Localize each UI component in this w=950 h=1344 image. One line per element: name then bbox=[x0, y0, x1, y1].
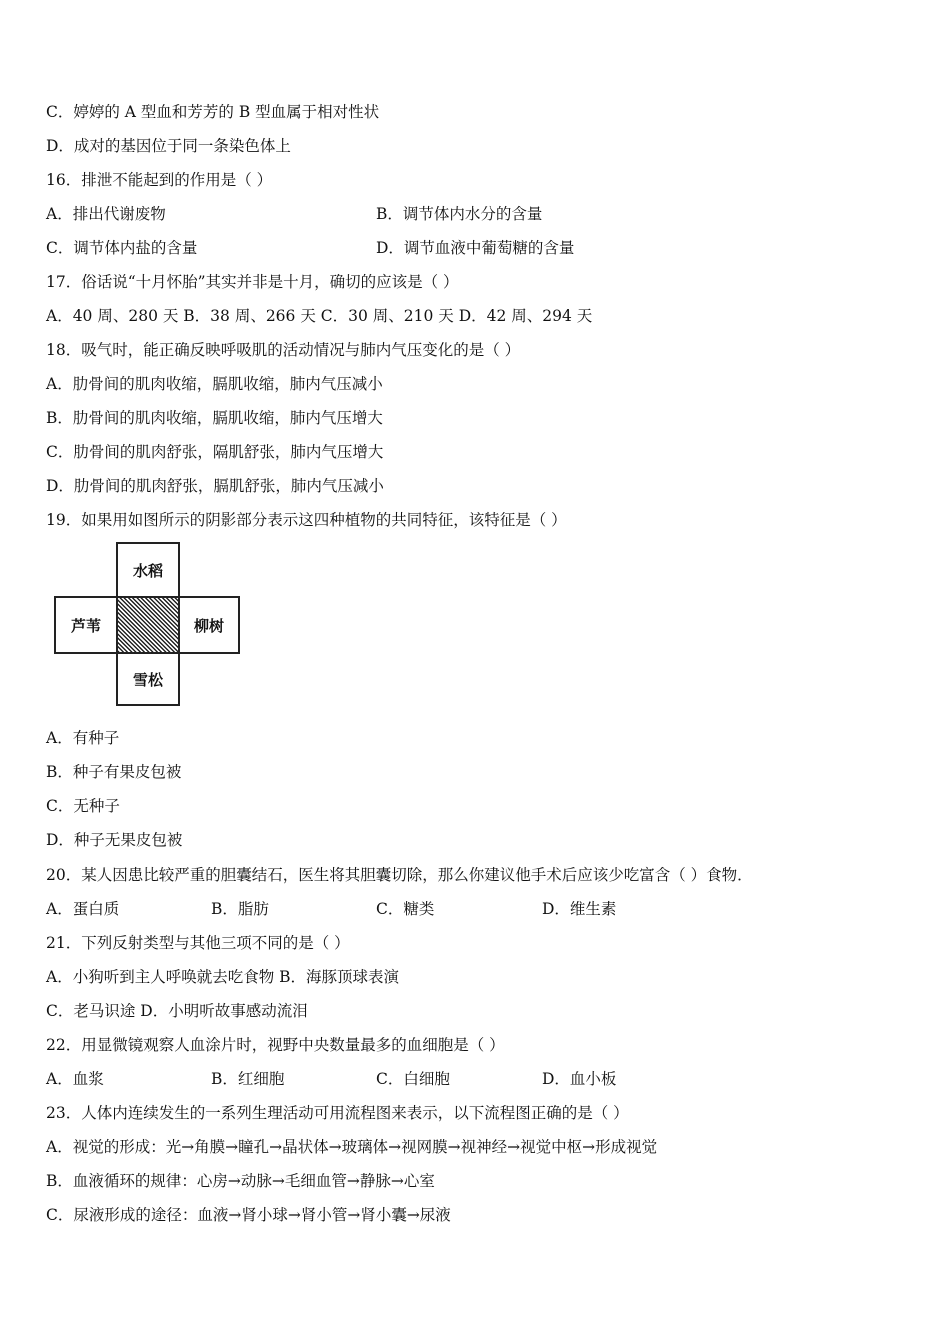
option-a: A．血浆 bbox=[46, 1070, 104, 1088]
option-c: C．无种子 bbox=[46, 797, 120, 815]
option-c: C．糖类 bbox=[376, 900, 435, 918]
option-c: C．尿液形成的途径：血液→肾小球→肾小管→肾小囊→尿液 bbox=[46, 1206, 451, 1224]
option-d: D．肋骨间的肌肉舒张，膈肌舒张，肺内气压减小 bbox=[46, 477, 384, 495]
option-row: A．40 周、280 天 B．38 周、266 天 C．30 周、210 天 D．42 周、294 天 bbox=[46, 307, 593, 325]
question-23: 23．人体内连续发生的一系列生理活动可用流程图来表示，以下流程图正确的是（ ） bbox=[46, 1104, 629, 1122]
option-d: D．维生素 bbox=[542, 900, 617, 918]
plant-diagram bbox=[54, 542, 244, 707]
option-c: C．调节体内盐的含量 bbox=[46, 239, 198, 257]
question-17: 17．俗话说“十月怀胎”其实并非是十月，确切的应该是（ ） bbox=[46, 273, 459, 291]
question-16: 16．排泄不能起到的作用是（ ） bbox=[46, 171, 273, 189]
question-20: 20．某人因患比较严重的胆囊结石，医生将其胆囊切除，那么你建议他手术后应该少吃富含（ ）食物． bbox=[46, 866, 753, 884]
option-b: B．调节体内水分的含量 bbox=[376, 205, 543, 223]
option-row: A．小狗听到主人呼唤就去吃食物 B．海豚顶球表演 bbox=[46, 968, 400, 986]
shaded-overlap bbox=[116, 596, 180, 654]
option-c: C．肋骨间的肌肉舒张，隔肌舒张，肺内气压增大 bbox=[46, 443, 384, 461]
option-c: C．白细胞 bbox=[376, 1070, 450, 1088]
option-d: D．血小板 bbox=[542, 1070, 617, 1088]
option-b: B．脂肪 bbox=[211, 900, 269, 918]
box-right: 柳树 bbox=[178, 596, 240, 654]
option-line: D．成对的基因位于同一条染色体上 bbox=[46, 137, 291, 155]
option-a: A．肋骨间的肌肉收缩，膈肌收缩，肺内气压减小 bbox=[46, 375, 383, 393]
option-a: A．蛋白质 bbox=[46, 900, 120, 918]
option-d: D．调节血液中葡萄糖的含量 bbox=[376, 239, 575, 257]
box-left: 芦苇 bbox=[54, 596, 118, 654]
question-21: 21．下列反射类型与其他三项不同的是（ ） bbox=[46, 934, 350, 952]
question-19: 19．如果用如图所示的阴影部分表示这四种植物的共同特征，该特征是（ ） bbox=[46, 511, 567, 529]
option-d: D．种子无果皮包被 bbox=[46, 831, 183, 849]
option-a: A．视觉的形成：光→角膜→瞳孔→晶状体→玻璃体→视网膜→视神经→视觉中枢→形成视觉 bbox=[46, 1138, 658, 1156]
option-b: B．肋骨间的肌肉收缩，膈肌收缩，肺内气压增大 bbox=[46, 409, 383, 427]
question-18: 18．吸气时，能正确反映呼吸肌的活动情况与肺内气压变化的是（ ） bbox=[46, 341, 521, 359]
question-22: 22．用显微镜观察人血涂片时，视野中央数量最多的血细胞是（ ） bbox=[46, 1036, 505, 1054]
option-a: A．有种子 bbox=[46, 729, 120, 747]
box-top: 水稻 bbox=[116, 542, 180, 598]
option-row: C．老马识途 D．小明听故事感动流泪 bbox=[46, 1002, 308, 1020]
option-b: B．种子有果皮包被 bbox=[46, 763, 182, 781]
option-b: B．红细胞 bbox=[211, 1070, 285, 1088]
option-a: A．排出代谢废物 bbox=[46, 205, 166, 223]
option-line: C．婷婷的 A 型血和芳芳的 B 型血属于相对性状 bbox=[46, 103, 380, 121]
option-b: B．血液循环的规律：心房→动脉→毛细血管→静脉→心室 bbox=[46, 1172, 435, 1190]
box-bottom: 雪松 bbox=[116, 652, 180, 706]
